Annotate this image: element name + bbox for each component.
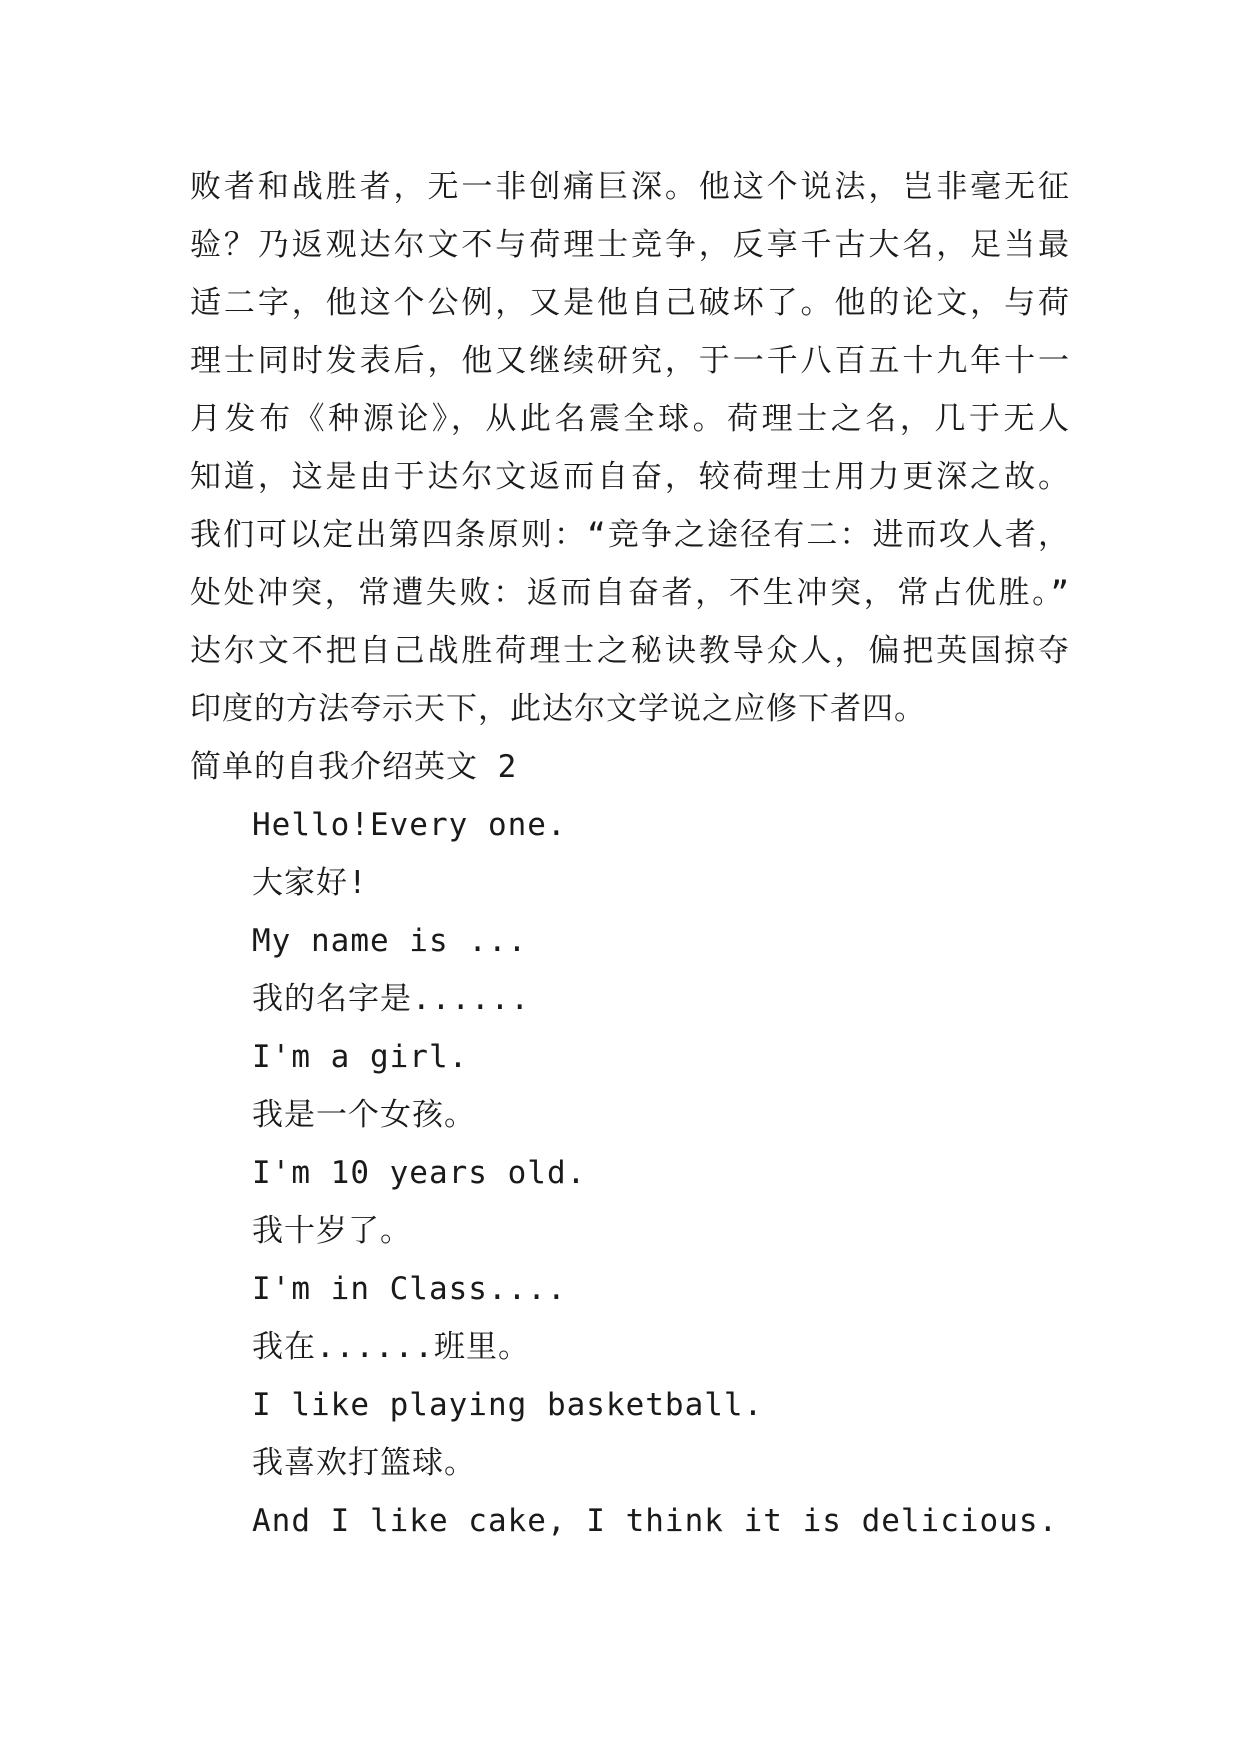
intro-line: I'm 10 years old. — [252, 1155, 587, 1191]
intro-line: I'm a girl. — [252, 1039, 469, 1075]
document-body — [190, 158, 1070, 1550]
paragraph-line: 知道，这是由于达尔文返而自奋，较荷理士用力更深之故。 — [190, 459, 1070, 495]
paragraph-line: 理士同时发表后，他又继续研究，于一千八百五十九年十一 — [190, 343, 1070, 379]
paragraph-line: 败者和战胜者，无一非创痛巨深。他这个说法，岂非毫无征 — [190, 169, 1070, 205]
paragraph-line: 适二字，他这个公例，又是他自己破坏了。他的论文，与荷 — [190, 285, 1070, 321]
intro-line: And I like cake, I think it is delicious. — [252, 1503, 1059, 1539]
intro-line: 我十岁了。 — [252, 1213, 412, 1249]
paragraph-line: 我们可以定出第四条原则：“竞争之途径有二：进而攻人者， — [190, 517, 1070, 553]
section-heading: 简单的自我介绍英文 2 — [190, 749, 518, 785]
intro-line: 我的名字是...... — [252, 981, 530, 1017]
intro-line: 我在......班里。 — [252, 1329, 530, 1365]
intro-line: I like playing basketball. — [252, 1387, 764, 1423]
intro-line: My name is ... — [252, 923, 528, 959]
intro-line: I'm in Class.... — [252, 1271, 567, 1307]
paragraph-line: 达尔文不把自己战胜荷理士之秘诀教导众人，偏把英国掠夺 — [190, 633, 1070, 669]
intro-line: 大家好! — [252, 865, 368, 901]
intro-line: Hello!Every one. — [252, 807, 567, 843]
paragraph-line: 月发布《种源论》，从此名震全球。荷理士之名，几于无人 — [190, 401, 1070, 437]
paragraph-line: 印度的方法夸示天下，此达尔文学说之应修下者四。 — [190, 691, 926, 727]
intro-line: 我是一个女孩。 — [252, 1097, 476, 1133]
paragraph-line: 验？乃返观达尔文不与荷理士竞争，反享千古大名，足当最 — [190, 227, 1070, 263]
intro-line: 我喜欢打篮球。 — [252, 1445, 476, 1481]
paragraph-line: 处处冲突，常遭失败：返而自奋者，不生冲突，常占优胜。” — [190, 575, 1070, 611]
